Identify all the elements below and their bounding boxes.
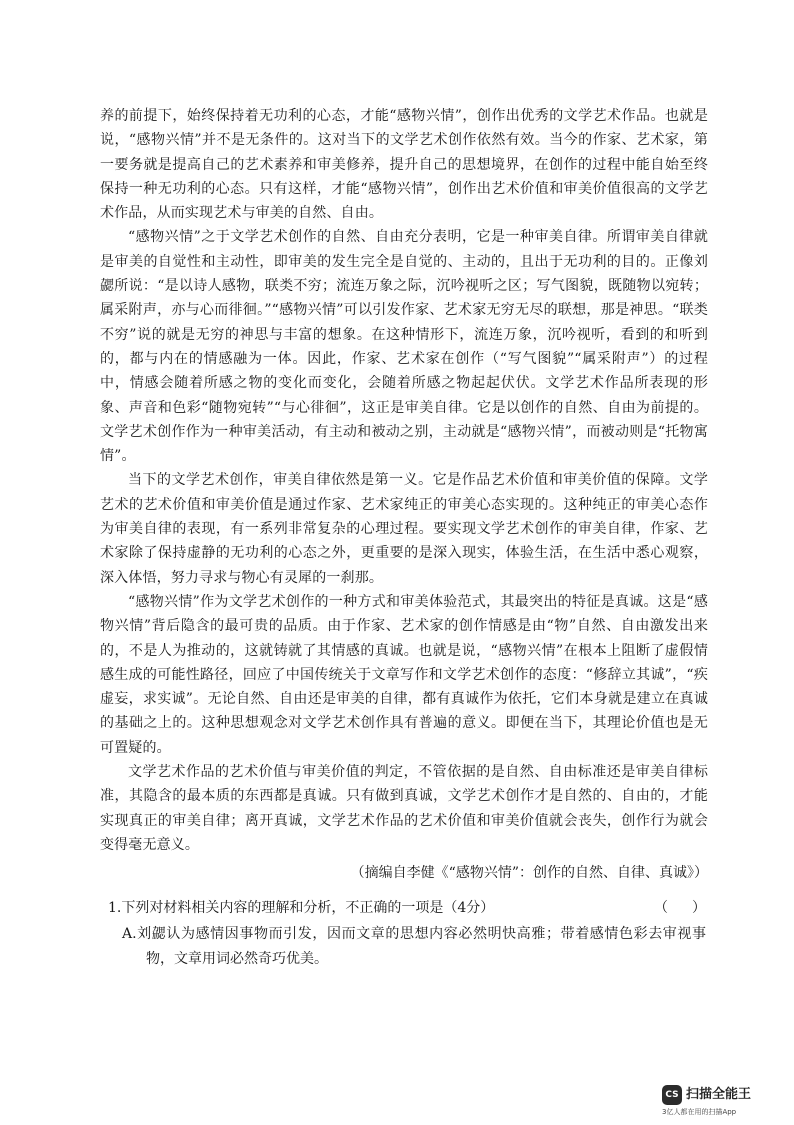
camscanner-logo-icon: CS	[662, 1085, 682, 1105]
scanner-watermark	[662, 1083, 782, 1117]
question-stem: 1.下列对材料相关内容的理解和分析，不正确的一项是（4分）	[108, 900, 495, 916]
source-citation: （摘编自李健《“感物兴情”：创作的自然、自律、真诚》）	[350, 865, 708, 882]
paragraph-5: 文学艺术作品的艺术价值与审美价值的判定，不管依据的是自然、自由标准还是审美自律标准，其隐含的最本质的东西都是真诚。只有做到真诚，文学艺术创作才是自然的、自由的，才能实现真正的审美自律；离开真诚，文学艺术作品的艺术价值和审美价值就会丧失，创作行为就会变得毫无意义。	[100, 764, 708, 853]
answer-paren-open: （	[654, 900, 668, 916]
question-1	[108, 896, 706, 972]
watermark-subtitle: 3亿人都在用的扫描App	[662, 1108, 737, 1116]
watermark-title: 扫描全能王	[686, 1087, 752, 1102]
question-stem-row	[108, 896, 706, 920]
passage	[100, 104, 708, 885]
answer-blank	[654, 896, 706, 920]
paragraph-1: 养的前提下，始终保持着无功利的心态，才能“感物兴情”，创作出优秀的文学艺术作品。也就是说，“感物兴情”并不是无条件的。这对当下的文学艺术创作依然有效。当今的作家、艺术家，第一要务就是提高自己的艺术素养和审美修养，提升自己的思想境界，在创作的过程中能自始至终保持一种无功利的心态。只有这样，才能“感物兴情”，创作出艺术价值和审美价值很高的文学艺术作品，从而实现艺术与审美的自然、自由。	[100, 108, 708, 222]
paragraph-4: “感物兴情”作为文学艺术创作的一种方式和审美体验范式，其最突出的特征是真诚。这是“感物兴情”背后隐含的最可贵的品质。由于作家、艺术家的创作情感是由“物”自然、自由激发出来的，不是人为推动的，这就铸就了其情感的真诚。也就是说，“感物兴情”在根本上阻断了虚假情感生成的可能性路径，回应了中国传统关于文章写作和文学艺术创作的态度：“修辞立其诚”，“疾虚妄，求实诚”。无论自然、自由还是审美的自律，都有真诚作为依托，它们本身就是建立在真诚的基础之上的。这种思想观念对文学艺术创作具有普遍的意义。即便在当下，其理论价值也是无可置疑的。	[100, 593, 708, 756]
answer-paren-close: ）	[692, 900, 706, 916]
option-a: A.刘勰认为感情因事物而引发，因而文章的思想内容必然明快高雅；带着感情色彩去审视事物，文章用词必然奇巧优美。	[122, 926, 706, 967]
paragraph-3: 当下的文学艺术创作，审美自律依然是第一义。它是作品艺术价值和审美价值的保障。文学艺术的艺术价值和审美价值是通过作家、艺术家纯正的审美心态实现的。这种纯正的审美心态作为审美自律的表现，有一系列非常复杂的心理过程。要实现文学艺术创作的审美自律，作家、艺术家除了保持虚静的无功利的心态之外，更重要的是深入现实，体验生活，在生活中悉心观察，深入体悟，努力寻求与物心有灵犀的一刹那。	[100, 472, 708, 586]
paragraph-2: “感物兴情”之于文学艺术创作的自然、自由充分表明，它是一种审美自律。所谓审美自律就是审美的自觉性和主动性，即审美的发生完全是自觉的、主动的，且出于无功利的目的。正像刘勰所说：“是以诗人感物，联类不穷；流连万象之际，沉吟视听之区；写气图貌，既随物以宛转；属采附声，亦与心而徘徊。”“感物兴情”可以引发作家、艺术家无穷无尽的联想，那是神思。“联类不穷”说的就是无穷的神思与丰富的想象。在这种情形下，流连万象，沉吟视听，看到的和听到的，都与内在的情感融为一体。因此，作家、艺术家在创作（“写气图貌”“属采附声”）的过程中，情感会随着所感之物的变化而变化，会随着所感之物起起伏伏。文学艺术作品所表现的形象、声音和色彩“随物宛转”“与心徘徊”，这正是审美自律。它是以创作的自然、自由为前提的。文学艺术创作作为一种审美活动，有主动和被动之别，主动就是“感物兴情”，而被动则是“托物寓情”。	[100, 229, 708, 465]
